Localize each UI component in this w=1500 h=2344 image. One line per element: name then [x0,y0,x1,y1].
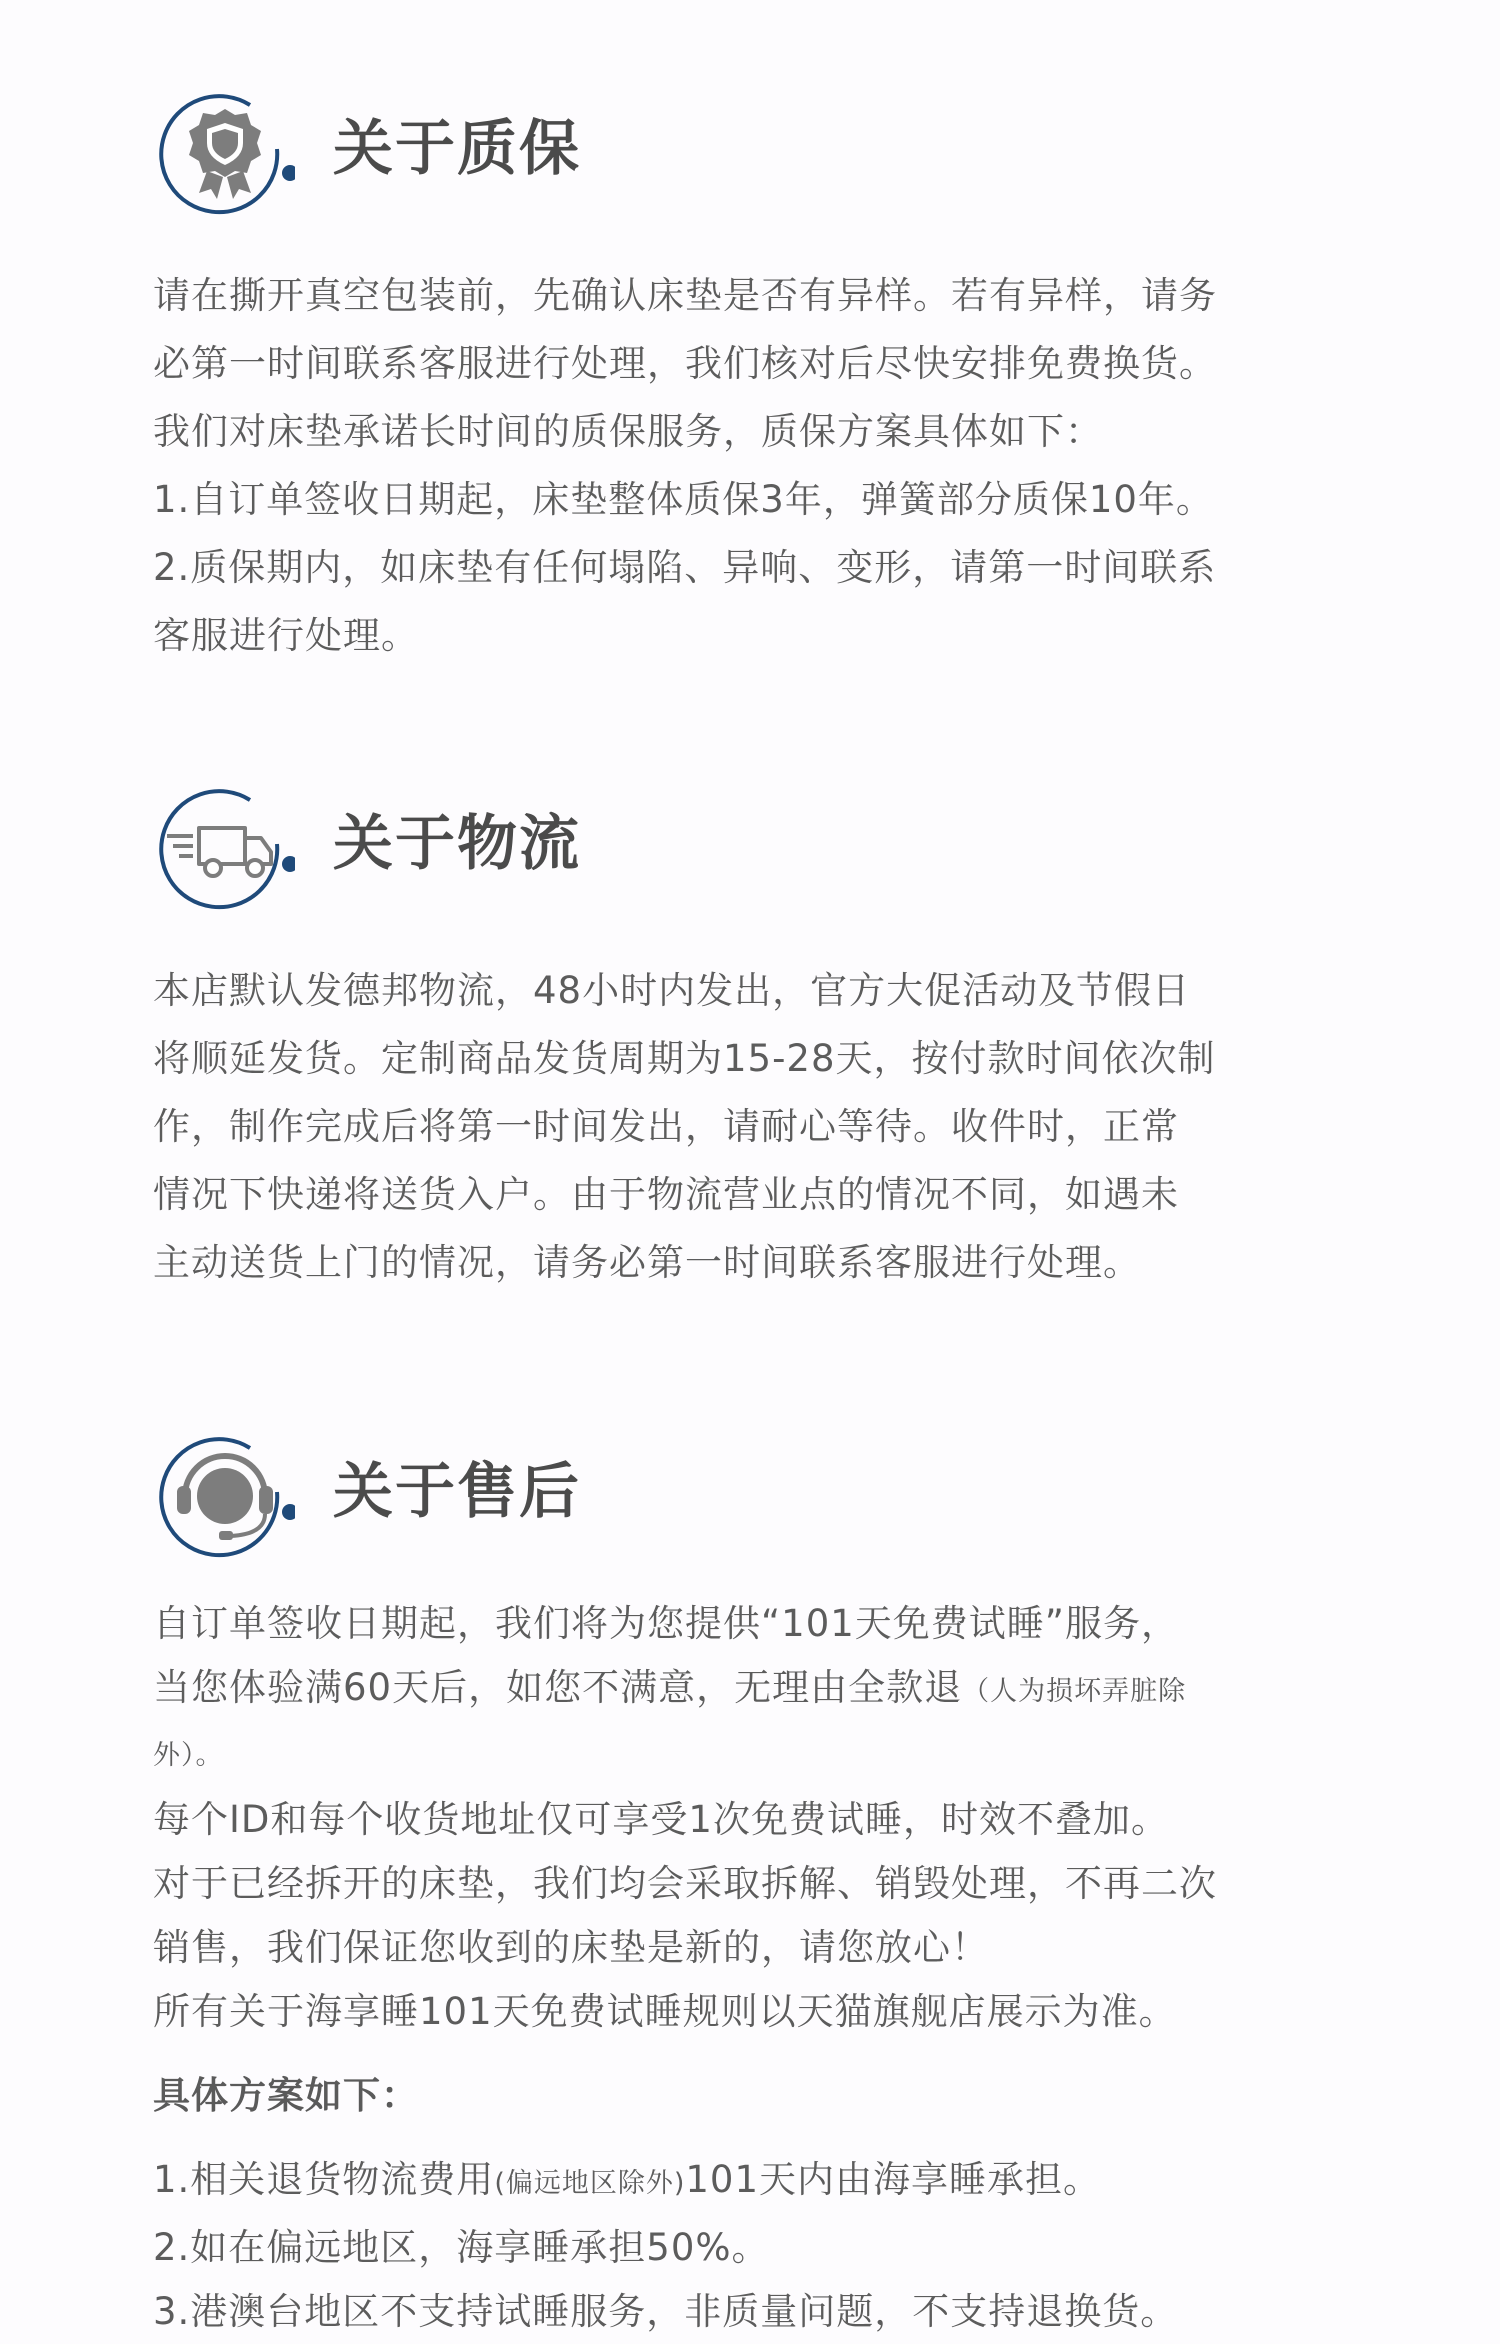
quality-line: 1.自订单签收日期起，床垫整体质保3年，弹簧部分质保10年。 [153,478,1214,521]
aftersales-line: 每个ID和每个收货地址仅可享受1次免费试睡，时效不叠加。 [153,1798,1169,1841]
shield-badge-icon [155,87,295,227]
aftersales-title: 关于售后 [333,1457,581,1527]
plan-item-1-note: (偏远地区除外) [494,2168,686,2199]
quality-title: 关于质保 [333,114,581,184]
plan-item-3: 3.港澳台地区不支持试睡服务，非质量问题，不支持退换货。 [153,2290,1179,2333]
quality-text [153,262,1353,670]
aftersales-refund-text: 当您体验满60天后，如您不满意，无理由全款退 [153,1666,963,1709]
plan-item-1-text-end: 101天内由海享睡承担。 [685,2158,1102,2201]
quality-line: 必第一时间联系客服进行处理，我们核对后尽快安排免费换货。 [153,342,1217,385]
quality-line: 请在撕开真空包装前，先确认床垫是否有异样。若有异样，请务 [153,274,1217,317]
headset-icon [155,1430,295,1570]
aftersales-line [153,1656,1353,1724]
logistics-title: 关于物流 [333,809,581,879]
logistics-line: 情况下快递将送货入户。由于物流营业点的情况不同，如遇未 [153,1173,1179,1216]
aftersales-plan [153,2064,1353,2344]
aftersales-line: 所有关于海享睡101天免费试睡规则以天猫旗舰店展示为准。 [153,1990,1177,2033]
quality-line: 我们对床垫承诺长时间的质保服务，质保方案具体如下： [153,410,1103,453]
aftersales-refund-note: （人为损坏弄脏除 [962,1676,1187,1707]
logistics-line: 主动送货上门的情况，请务必第一时间联系客服进行处理。 [153,1241,1141,1284]
logistics-line: 将顺延发货。定制商品发货周期为15-28天，按付款时间依次制 [153,1037,1216,1080]
logistics-line: 本店默认发德邦物流，48小时内发出，官方大促活动及节假日 [153,969,1191,1012]
aftersales-line: 对于已经拆开的床垫，我们均会采取拆解、销毁处理，不再二次 [153,1862,1217,1905]
logistics-line: 作，制作完成后将第一时间发出，请耐心等待。收件时，正常 [153,1105,1179,1148]
aftersales-text [153,1592,1353,2044]
aftersales-line: 销售，我们保证您收到的床垫是新的，请您放心！ [153,1926,989,1969]
quality-line: 客服进行处理。 [153,614,419,657]
quality-line: 2.质保期内，如床垫有任何塌陷、异响、变形，请第一时间联系 [153,546,1217,589]
aftersales-line: 自订单签收日期起，我们将为您提供“101天免费试睡”服务， [153,1602,1179,1645]
plan-heading: 具体方案如下： [153,2074,419,2117]
logistics-text [153,957,1353,1297]
plan-item-2: 2.如在偏远地区，海享睡承担50%。 [153,2226,770,2269]
plan-item-1 [153,2148,1353,2216]
plan-item-1-text: 1.相关退货物流费用 [153,2158,495,2201]
delivery-truck-icon [155,782,295,922]
aftersales-refund-note-end: 外）。 [153,1740,224,1771]
